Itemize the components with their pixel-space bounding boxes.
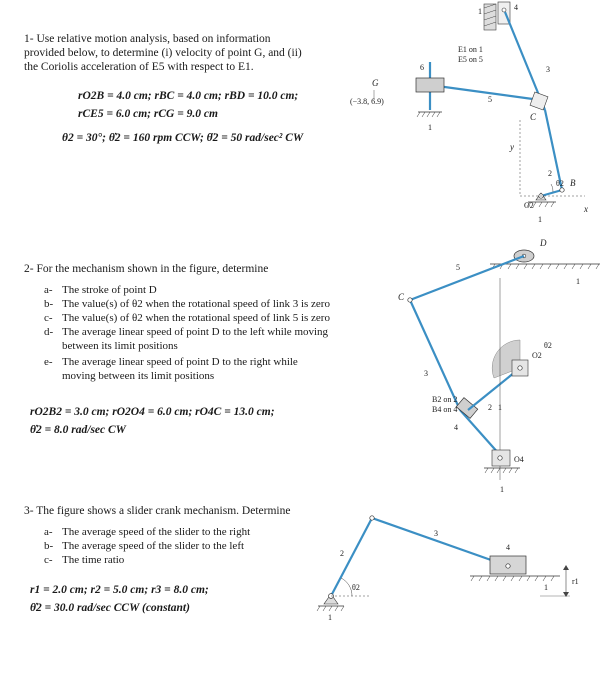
item-letter: c-: [44, 554, 53, 566]
problem3-intro: 3- The figure shows a slider crank mechanism. Determine: [24, 505, 291, 517]
item-text: The value(s) of θ2 when the rotational speed of link 5 is zero: [62, 312, 330, 324]
link-label-3: 3: [424, 369, 428, 378]
link-label-5: 5: [456, 263, 460, 272]
label-B: B: [570, 178, 576, 188]
label-B2: B2 on 2: [432, 395, 458, 404]
label-theta: θ2: [544, 341, 552, 350]
label-y: y: [510, 142, 514, 152]
label-E5: E5 on 5: [458, 55, 483, 64]
item-text: The time ratio: [62, 554, 125, 566]
item-text: The average linear speed of point D to the left while moving: [62, 326, 329, 338]
label-r1: r1: [572, 577, 579, 586]
problem2-intro: 2- For the mechanism shown in the figure, determine: [24, 263, 269, 275]
label-O2: O2: [524, 201, 534, 210]
link-label-2: 2: [488, 403, 492, 412]
link-label-3: 3: [434, 529, 438, 538]
problem2-eq1: rO2B2 = 3.0 cm; rO2O4 = 6.0 cm; rO4C = 13.0 cm;: [30, 406, 275, 418]
problem3-eq1: r1 = 2.0 cm; r2 = 5.0 cm; r3 = 8.0 cm;: [30, 584, 209, 596]
item-letter: a-: [44, 284, 53, 296]
problem2-eq2: θ̇2 = 8.0 rad/sec CW: [30, 424, 126, 436]
problem1-line1: 1- Use relative motion analysis, based on information: [24, 33, 271, 45]
item-text: The stroke of point D: [62, 284, 157, 296]
label-B4: B4 on 4: [432, 405, 458, 414]
link-label-4: 4: [514, 3, 518, 12]
problem1-eq3: θ2 = 30°; θ̇2 = 160 rpm CCW; θ̈2 = 50 rad/sec² CW: [62, 132, 304, 144]
problem1-eq1: rO2B = 4.0 cm; rBC = 4.0 cm; rBD = 10.0 cm;: [78, 90, 299, 102]
link-label-1b: 1: [544, 583, 548, 592]
label-theta: θ2: [556, 179, 564, 188]
problem2-item-e-cont: moving between its limit positions: [62, 370, 215, 382]
link-label-2: 2: [548, 169, 552, 178]
item-text: The average speed of the slider to the right: [62, 526, 251, 538]
label-x: x: [584, 204, 588, 214]
item-text: The value(s) of θ2 when the rotational speed of link 3 is zero: [62, 298, 330, 310]
link-3: [372, 518, 508, 566]
problem3-eq2: θ̇2 = 30.0 rad/sec CCW (constant): [30, 602, 190, 614]
link-label-1c: 1: [500, 485, 504, 494]
item-letter: b-: [44, 298, 54, 310]
link-label-2: 2: [340, 549, 344, 558]
item-letter: b-: [44, 540, 54, 552]
item-letter: d-: [44, 326, 54, 338]
problem1-line2: provided below, to determine (i) velocity of point G, and (ii): [24, 47, 302, 59]
label-theta: θ2: [352, 583, 360, 592]
link-label-1a: 1: [478, 7, 482, 16]
label-O4: O4: [514, 455, 524, 464]
link-label-4: 4: [454, 423, 458, 432]
item-letter: a-: [44, 526, 53, 538]
link-label-6: 6: [420, 63, 424, 72]
problem2-item-d-cont: between its limit positions: [62, 340, 178, 352]
link-label-1b: 1: [428, 123, 432, 132]
item-text: The average linear speed of point D to the right while: [62, 356, 298, 368]
item-text: The average speed of the slider to the left: [62, 540, 245, 552]
link-label-1c: 1: [538, 215, 542, 224]
label-E1: E1 on 1: [458, 45, 483, 54]
label-coord: (−3.8, 6.9): [350, 97, 384, 106]
label-D: D: [540, 238, 547, 248]
link-label-1a: 1: [328, 613, 332, 622]
link-label-1b: 1: [498, 403, 502, 412]
link-label-3: 3: [546, 65, 550, 74]
label-C: C: [398, 292, 405, 302]
label-C: C: [530, 112, 537, 122]
problem1-eq2: rCE5 = 6.0 cm; rCG = 9.0 cm: [78, 108, 218, 120]
item-letter: c-: [44, 312, 53, 324]
link-label-1a: 1: [576, 277, 580, 286]
label-G: G: [372, 78, 379, 88]
item-letter: e-: [44, 356, 53, 368]
problem1-line3: the Coriolis acceleration of E5 with respect to E1.: [24, 61, 254, 73]
link-label-5: 5: [488, 95, 492, 104]
label-O2: O2: [532, 351, 542, 360]
link-label-4: 4: [506, 543, 510, 552]
